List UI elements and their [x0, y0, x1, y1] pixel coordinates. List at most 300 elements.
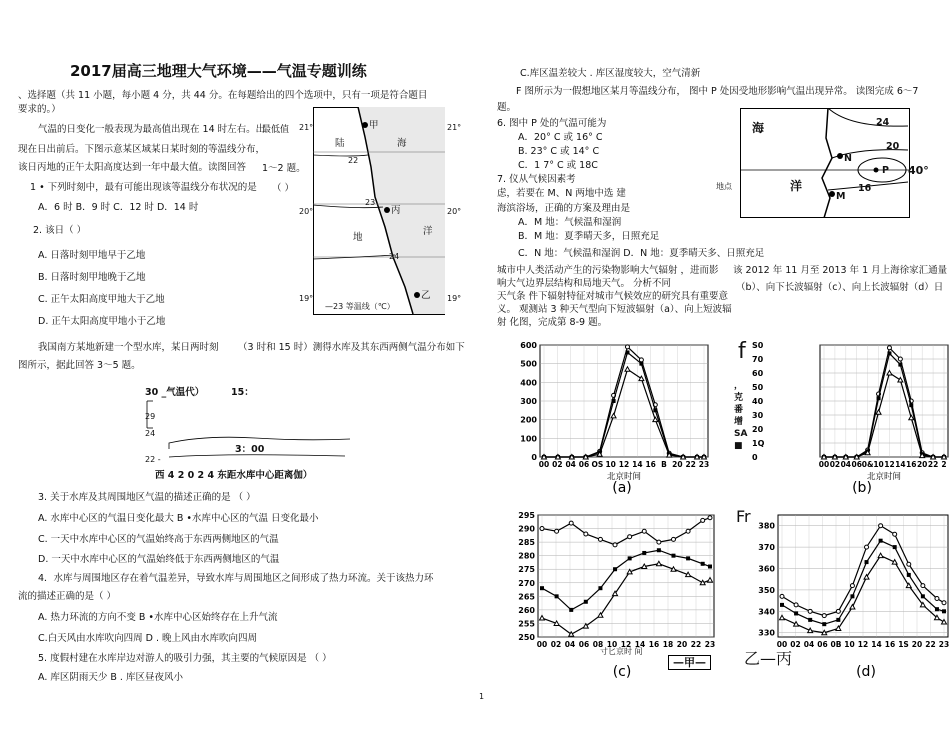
- y-tick-label: 50: [752, 383, 764, 392]
- data-point: [942, 620, 947, 625]
- lat-label: 19°: [299, 294, 314, 303]
- data-point: [653, 417, 658, 422]
- data-point: [822, 455, 826, 459]
- data-point: [887, 351, 891, 355]
- passage-line: （3 时和 15 时）测得水库及其东西两侧气温分布如下: [238, 342, 465, 353]
- data-point: [808, 618, 812, 622]
- chart-caption: (b): [852, 480, 872, 496]
- x-tick-label: 14: [871, 640, 882, 649]
- x-tick-label: 16: [648, 640, 660, 649]
- question-5-ab: A. 库区阴雨天少 B . 库区昼夜风小: [38, 672, 183, 683]
- y-tick-label: 60: [752, 369, 764, 378]
- data-point: [833, 455, 837, 459]
- y-tick-label: 265: [518, 592, 535, 602]
- data-point: [808, 628, 813, 633]
- data-point: [942, 455, 946, 459]
- x-tick-label: 20: [672, 460, 683, 469]
- data-point: [628, 556, 632, 560]
- side-text: 该 2012 年 11 月至 2013 年 1 月上海徐家汇通量: [733, 265, 948, 276]
- data-point: [625, 345, 629, 349]
- data-point: [625, 350, 629, 354]
- tick-24: 24: [145, 429, 156, 438]
- data-point: [909, 415, 914, 420]
- data-point: [540, 616, 545, 621]
- x-tick-label: 22: [925, 640, 936, 649]
- x-tick-label: 18: [662, 640, 674, 649]
- x-tick-label: 02: [550, 640, 562, 649]
- y-tick-label: 20: [752, 425, 764, 434]
- data-point: [864, 575, 869, 580]
- passage-line: F 图所示为一假想地区某月等温线分布， 图中 P 处因受地形影响气温出现异常。 读图完成 6～7: [516, 86, 919, 97]
- place-label: 丙: [391, 205, 401, 216]
- x-tick-label: 10: [605, 460, 616, 469]
- data-point: [701, 562, 705, 566]
- y-tick-label: 0: [752, 453, 758, 462]
- series-line: [782, 556, 944, 633]
- data-point: [865, 560, 869, 564]
- data-point: [898, 357, 902, 361]
- data-point: [554, 621, 559, 626]
- chart-xaxis: 西 4 2 0 2 4 东距水库中心距离伽）: [155, 470, 313, 481]
- x-axis-label: 北京时间: [866, 472, 902, 482]
- question-5-cd: C.库区温差较大 . 库区湿度较大，空气清新: [520, 68, 701, 79]
- series-line: [782, 541, 944, 624]
- data-point: [844, 455, 848, 459]
- data-point: [569, 608, 573, 612]
- data-point: [836, 618, 840, 622]
- chart-caption: (d): [856, 664, 876, 680]
- data-point: [542, 455, 546, 459]
- data-point: [681, 455, 686, 460]
- passage-line: 题。: [497, 102, 517, 113]
- data-point: [708, 516, 712, 520]
- data-point: [920, 451, 924, 455]
- data-point: [822, 455, 826, 459]
- data-point: [909, 399, 913, 403]
- lat-label: 21°: [299, 123, 314, 132]
- data-point: [832, 455, 837, 460]
- section-instruction: 、选择题（共 11 小题，每小题 4 分，共 44 分。在每题给出的四个选项中，只有一项是符合题目: [18, 90, 428, 101]
- data-point: [879, 524, 883, 528]
- y-tick-label: 250: [518, 633, 535, 642]
- series-line: [544, 347, 704, 457]
- data-point: [695, 455, 699, 459]
- lat-label: 19°: [447, 294, 462, 303]
- series-line: [542, 550, 710, 610]
- data-point: [598, 613, 603, 618]
- data-point: [935, 607, 939, 611]
- data-point: [613, 591, 618, 596]
- data-point: [657, 548, 661, 552]
- y-tick-label: 285: [518, 538, 535, 548]
- data-point: [540, 586, 544, 590]
- data-point: [639, 358, 643, 362]
- x-tick-label: 04: [840, 460, 852, 469]
- data-point: [681, 455, 685, 459]
- data-point: [879, 539, 883, 543]
- passage-line: 义。 观测站 3 种天气型向下短波辐射（a）、向上短波辐: [497, 304, 732, 315]
- x-tick-label: 08: [592, 640, 604, 649]
- chart-c-xlabel: 寸匕京时 间: [600, 647, 643, 656]
- x-tick-label: 00: [538, 460, 550, 469]
- isotherm-map-2: [716, 108, 929, 218]
- y-tick-label: 370: [758, 543, 775, 553]
- data-point: [876, 410, 881, 415]
- data-point: [794, 622, 799, 627]
- x-tick-label: 22: [685, 460, 696, 469]
- data-point: [836, 626, 841, 631]
- y-tick-label: 275: [518, 565, 535, 575]
- x-tick-label: 06: [578, 640, 590, 649]
- data-point: [702, 455, 706, 459]
- y-tick-label: 350: [758, 585, 775, 595]
- land-label: 陆: [335, 138, 345, 149]
- y-tick-label: 600: [520, 341, 537, 350]
- option-c: C．1 7° C 或 18C: [518, 160, 598, 171]
- data-point: [598, 537, 602, 541]
- passage-line: 射 化图，完成第 8-9 题。: [497, 317, 608, 328]
- data-point: [686, 529, 690, 533]
- chart-b-side-text: ，克番增 SA ■: [734, 381, 748, 451]
- data-point: [931, 455, 936, 460]
- data-point: [598, 586, 602, 590]
- x-tick-label: 10: [606, 640, 618, 649]
- x-tick-label: 16: [906, 460, 917, 469]
- data-point: [642, 551, 646, 555]
- point-n: N: [844, 153, 852, 164]
- question-4-cont: 流的描述正确的是（ ）: [18, 591, 117, 602]
- data-point: [892, 560, 897, 565]
- data-point: [570, 455, 574, 459]
- passage-line: 我国南方某地新建一个型水库，某日两时刻: [38, 342, 219, 353]
- option-d: D. 正午太阳高度甲地小于乙地: [38, 316, 166, 327]
- question-3-ab: A. 水库中心区的气温日变化最大 B •水库中心区的气温 日变化最小: [38, 513, 319, 524]
- x-tick-label: 16: [645, 460, 656, 469]
- lat-label: 20°: [447, 207, 462, 216]
- data-point: [850, 584, 854, 588]
- y-tick-label: S0: [752, 341, 764, 350]
- chart-frame: [820, 345, 948, 457]
- passage-line: 现在日出前后。下图示意某区域某日某时刻的等温线分布，: [18, 144, 266, 155]
- page-title: 2017届高三地理大气环境——气温专题训练: [70, 62, 367, 80]
- place-label: 甲: [369, 120, 379, 131]
- data-point: [865, 545, 869, 549]
- data-point: [850, 594, 854, 598]
- data-point: [855, 455, 859, 459]
- x-tick-label: 23: [938, 640, 950, 649]
- data-point: [909, 403, 913, 407]
- series-line: [542, 518, 710, 545]
- x-tick-label: OS: [591, 460, 604, 469]
- lat-label: 21°: [447, 123, 462, 132]
- data-point: [642, 564, 647, 569]
- chart-frame: [538, 515, 714, 637]
- x-tick-label: 02: [790, 640, 801, 649]
- data-point: [931, 455, 935, 459]
- x-tick-label: 04: [565, 460, 576, 469]
- data-point: [850, 605, 855, 610]
- question-1: 1 • 下列时刻中，最有可能出现该等温线分布状况的是: [30, 182, 257, 193]
- point-p: P: [882, 165, 889, 176]
- question-4-cd: C.白天风由水库吹向四周 D . 晚上风由水库吹向四周: [38, 633, 258, 644]
- tick-29: 29: [145, 412, 156, 421]
- x-tick-label: 12: [884, 460, 895, 469]
- question-7: 7. 仪从气候因素考: [497, 174, 576, 185]
- y-tick-label: 360: [758, 564, 775, 574]
- data-point: [656, 561, 661, 566]
- place-label: 乙: [421, 290, 431, 301]
- option-a: A．M 地：气候温和湿润: [518, 217, 622, 228]
- x-tick-label: 23: [698, 460, 710, 469]
- data-point: [935, 596, 939, 600]
- x-tick-label: 12: [620, 640, 632, 649]
- point-m: M: [836, 191, 846, 202]
- chart-frame: [540, 345, 708, 457]
- data-point: [569, 632, 574, 637]
- x-tick-label: 14: [632, 460, 643, 469]
- data-point: [653, 403, 657, 407]
- data-point: [854, 455, 859, 460]
- data-point: [613, 543, 617, 547]
- data-point: [866, 449, 870, 453]
- data-point: [844, 455, 848, 459]
- x-tick-label: 02: [552, 460, 563, 469]
- data-point: [780, 615, 785, 620]
- data-point: [878, 553, 883, 558]
- x-tick-label: 22: [690, 640, 702, 649]
- data-point: [931, 455, 935, 459]
- data-point: [921, 584, 925, 588]
- chart-ylabel: 30 _气温代）: [145, 387, 205, 398]
- question-3-c: C. 一天中水库中心区的气温始终高于东西两侧地区的气温: [38, 534, 279, 545]
- legend-jia: —甲—: [668, 655, 711, 670]
- data-point: [569, 521, 573, 525]
- data-point: [671, 554, 675, 558]
- x-tick-label: 16: [884, 640, 896, 649]
- data-point: [695, 455, 699, 459]
- data-point: [898, 378, 903, 383]
- data-point: [893, 545, 897, 549]
- x-tick-label: 00: [536, 640, 548, 649]
- data-point: [625, 367, 630, 372]
- data-point: [569, 455, 574, 460]
- data-point: [681, 455, 685, 459]
- data-point: [555, 594, 559, 598]
- data-point: [702, 455, 707, 460]
- data-point: [671, 567, 676, 572]
- series-line: [824, 348, 944, 457]
- option-a: A．20° C 或 16° C: [518, 132, 603, 143]
- data-point: [780, 594, 784, 598]
- data-point: [598, 450, 602, 454]
- question-5: 5. 度假村建在水库岸边对游人的吸引力强，其主要的气候原因是 （ ）: [38, 653, 332, 664]
- x-tick-label: 23: [704, 640, 716, 649]
- data-point: [653, 408, 657, 412]
- x-tick-label: 00: [818, 460, 830, 469]
- data-point: [907, 562, 911, 566]
- reservoir-chart: [145, 383, 355, 483]
- isotherm-label: 16: [858, 183, 872, 194]
- data-point: [833, 455, 837, 459]
- data-point: [780, 603, 784, 607]
- data-point: [598, 449, 602, 453]
- x-tick-label: 0&: [861, 460, 874, 469]
- data-point: [942, 455, 947, 460]
- data-point: [877, 392, 881, 396]
- y-tick-label: 260: [518, 605, 535, 615]
- data-point: [555, 529, 559, 533]
- data-point: [836, 609, 840, 613]
- data-point: [555, 455, 560, 460]
- option-b: B. 日落时刻甲地晚于乙地: [38, 272, 146, 283]
- y-tick-label: 380: [758, 521, 775, 531]
- x-tick-label: 02: [829, 460, 841, 469]
- data-point: [920, 453, 925, 458]
- data-point: [843, 455, 848, 460]
- y-tick-label: 295: [518, 511, 535, 520]
- data-point: [893, 532, 897, 536]
- page-number: 1: [479, 692, 485, 701]
- series-line: [544, 369, 704, 457]
- x-tick-label: 20: [911, 640, 923, 649]
- data-point: [542, 455, 546, 459]
- section-instruction-2: 要求的。）: [18, 104, 61, 115]
- data-point: [542, 455, 547, 460]
- data-point: [701, 518, 705, 522]
- data-point: [942, 601, 946, 605]
- answer-paren: （ ）: [272, 183, 295, 194]
- series-line: [824, 353, 944, 457]
- data-point: [671, 537, 675, 541]
- x-tick-label: 0B: [830, 640, 842, 649]
- data-point: [667, 451, 671, 455]
- y-tick-label: 0: [531, 453, 537, 462]
- sea-label: 海: [752, 121, 765, 135]
- data-point: [942, 609, 946, 613]
- x-axis-label: 北京时间: [606, 472, 642, 482]
- y-tick-label: 500: [520, 359, 537, 369]
- data-point: [822, 630, 827, 635]
- question-6: 6. 图中 P 处的气温可能为: [497, 118, 607, 129]
- y-tick-label: 330: [758, 628, 775, 638]
- y-tick-label: 40: [752, 397, 764, 406]
- data-point: [906, 583, 911, 588]
- data-point: [584, 455, 588, 459]
- data-point: [584, 600, 588, 604]
- data-point: [794, 611, 798, 615]
- passage-line: 图所示，据此回答 3～5 题。: [18, 360, 141, 371]
- lat-label: 40°: [908, 164, 929, 177]
- side-text: （b）、向下长波辐射（c）、向上长波辐射（d）日: [736, 282, 944, 293]
- data-point: [686, 556, 690, 560]
- data-point: [866, 448, 870, 452]
- data-point: [695, 455, 700, 460]
- data-point: [855, 455, 859, 459]
- x-tick-label: B: [661, 460, 667, 469]
- data-point: [597, 452, 602, 457]
- data-point: [887, 346, 891, 350]
- x-tick-label: 14: [895, 460, 906, 469]
- chart-caption: (c): [612, 664, 632, 680]
- data-point: [686, 572, 691, 577]
- x-tick-label: 06: [817, 640, 828, 649]
- question-3: 3. 关于水库及其周围地区气温的描述正确的是 （ ）: [38, 492, 256, 503]
- y-tick-label: 200: [520, 415, 537, 425]
- data-point: [808, 609, 812, 613]
- x-tick-label: 1S: [898, 640, 909, 649]
- data-point: [700, 580, 705, 585]
- x-tick-label: 04: [803, 640, 815, 649]
- blank-answer-label: 最低值: [262, 125, 290, 135]
- question-7-cont: 虑，若要在 M、N 两地中选 建: [497, 188, 626, 199]
- x-tick-label: 00: [776, 640, 788, 649]
- passage-line: 天气条 件下辐射特征对城市气候效应的研究具有重要意: [497, 291, 729, 302]
- label-3: 3：00: [235, 444, 265, 455]
- data-point: [667, 452, 671, 456]
- y-tick-label: 1Q: [752, 439, 765, 448]
- data-point: [540, 527, 544, 531]
- isotherm-label: 23: [365, 198, 376, 207]
- chart-d-label: Fr: [736, 507, 751, 526]
- chart-caption: (a): [612, 480, 632, 496]
- y-tick-label: 300: [520, 397, 537, 406]
- lat-label: 20°: [299, 207, 314, 216]
- data-point: [612, 399, 616, 403]
- x-tick-label: 10: [844, 640, 855, 649]
- y-tick-label: 280: [518, 551, 535, 561]
- data-point: [584, 455, 588, 459]
- data-point: [642, 529, 646, 533]
- passage-line: 响大气边界层结构和局地天气。 分析不同: [497, 278, 672, 289]
- y-tick-label: 255: [518, 619, 535, 629]
- land-label: 地: [353, 232, 363, 243]
- data-point: [865, 450, 870, 455]
- option-b: B. 23° C 或 14° C: [518, 146, 600, 157]
- series-line: [824, 373, 944, 457]
- chart-b-side-f: f: [738, 339, 746, 364]
- option-a: A. 日落时刻甲地早于乙地: [38, 250, 146, 261]
- sea-label: 洋: [423, 226, 433, 237]
- data-point: [613, 567, 617, 571]
- data-point: [628, 535, 632, 539]
- x-tick-label: 04: [564, 640, 576, 649]
- data-point: [583, 624, 588, 629]
- question-2: 2. 该日（ ）: [33, 225, 87, 236]
- question-7-cont: 海滨浴场，正确的方案及理由是: [497, 203, 631, 214]
- isotherm-map: [299, 107, 462, 315]
- sea-label: 海: [397, 138, 407, 149]
- isotherm-label: 24: [876, 117, 890, 128]
- x-tick-label: 12: [618, 460, 630, 469]
- data-point: [794, 603, 798, 607]
- x-tick-label: 2: [941, 460, 947, 469]
- data-point: [887, 371, 892, 376]
- question-3-d: D. 一天中水库中心区的气温始终低于东西两侧地区的气温: [38, 554, 280, 565]
- question-4-ab: A. 热力环流的方向不变 B •水库中心区始终存在上升气流: [38, 612, 278, 623]
- data-point: [612, 393, 616, 397]
- y-tick-label: 340: [758, 607, 775, 617]
- data-point: [822, 455, 827, 460]
- x-tick-label: 20: [916, 460, 928, 469]
- option-b: B．M 地：夏季晴天多，日照充足: [518, 231, 660, 242]
- isotherm-label: 22: [348, 156, 359, 165]
- data-point: [822, 622, 826, 626]
- x-tick-label: 20: [676, 640, 688, 649]
- option-cd: C．N 地：气候温和湿润 D．N 地：夏季晴天多、日照充足: [518, 248, 765, 259]
- y-tick-label: 270: [518, 578, 535, 588]
- x-tick-label: 06: [851, 460, 862, 469]
- isotherm-label: 24: [389, 252, 400, 261]
